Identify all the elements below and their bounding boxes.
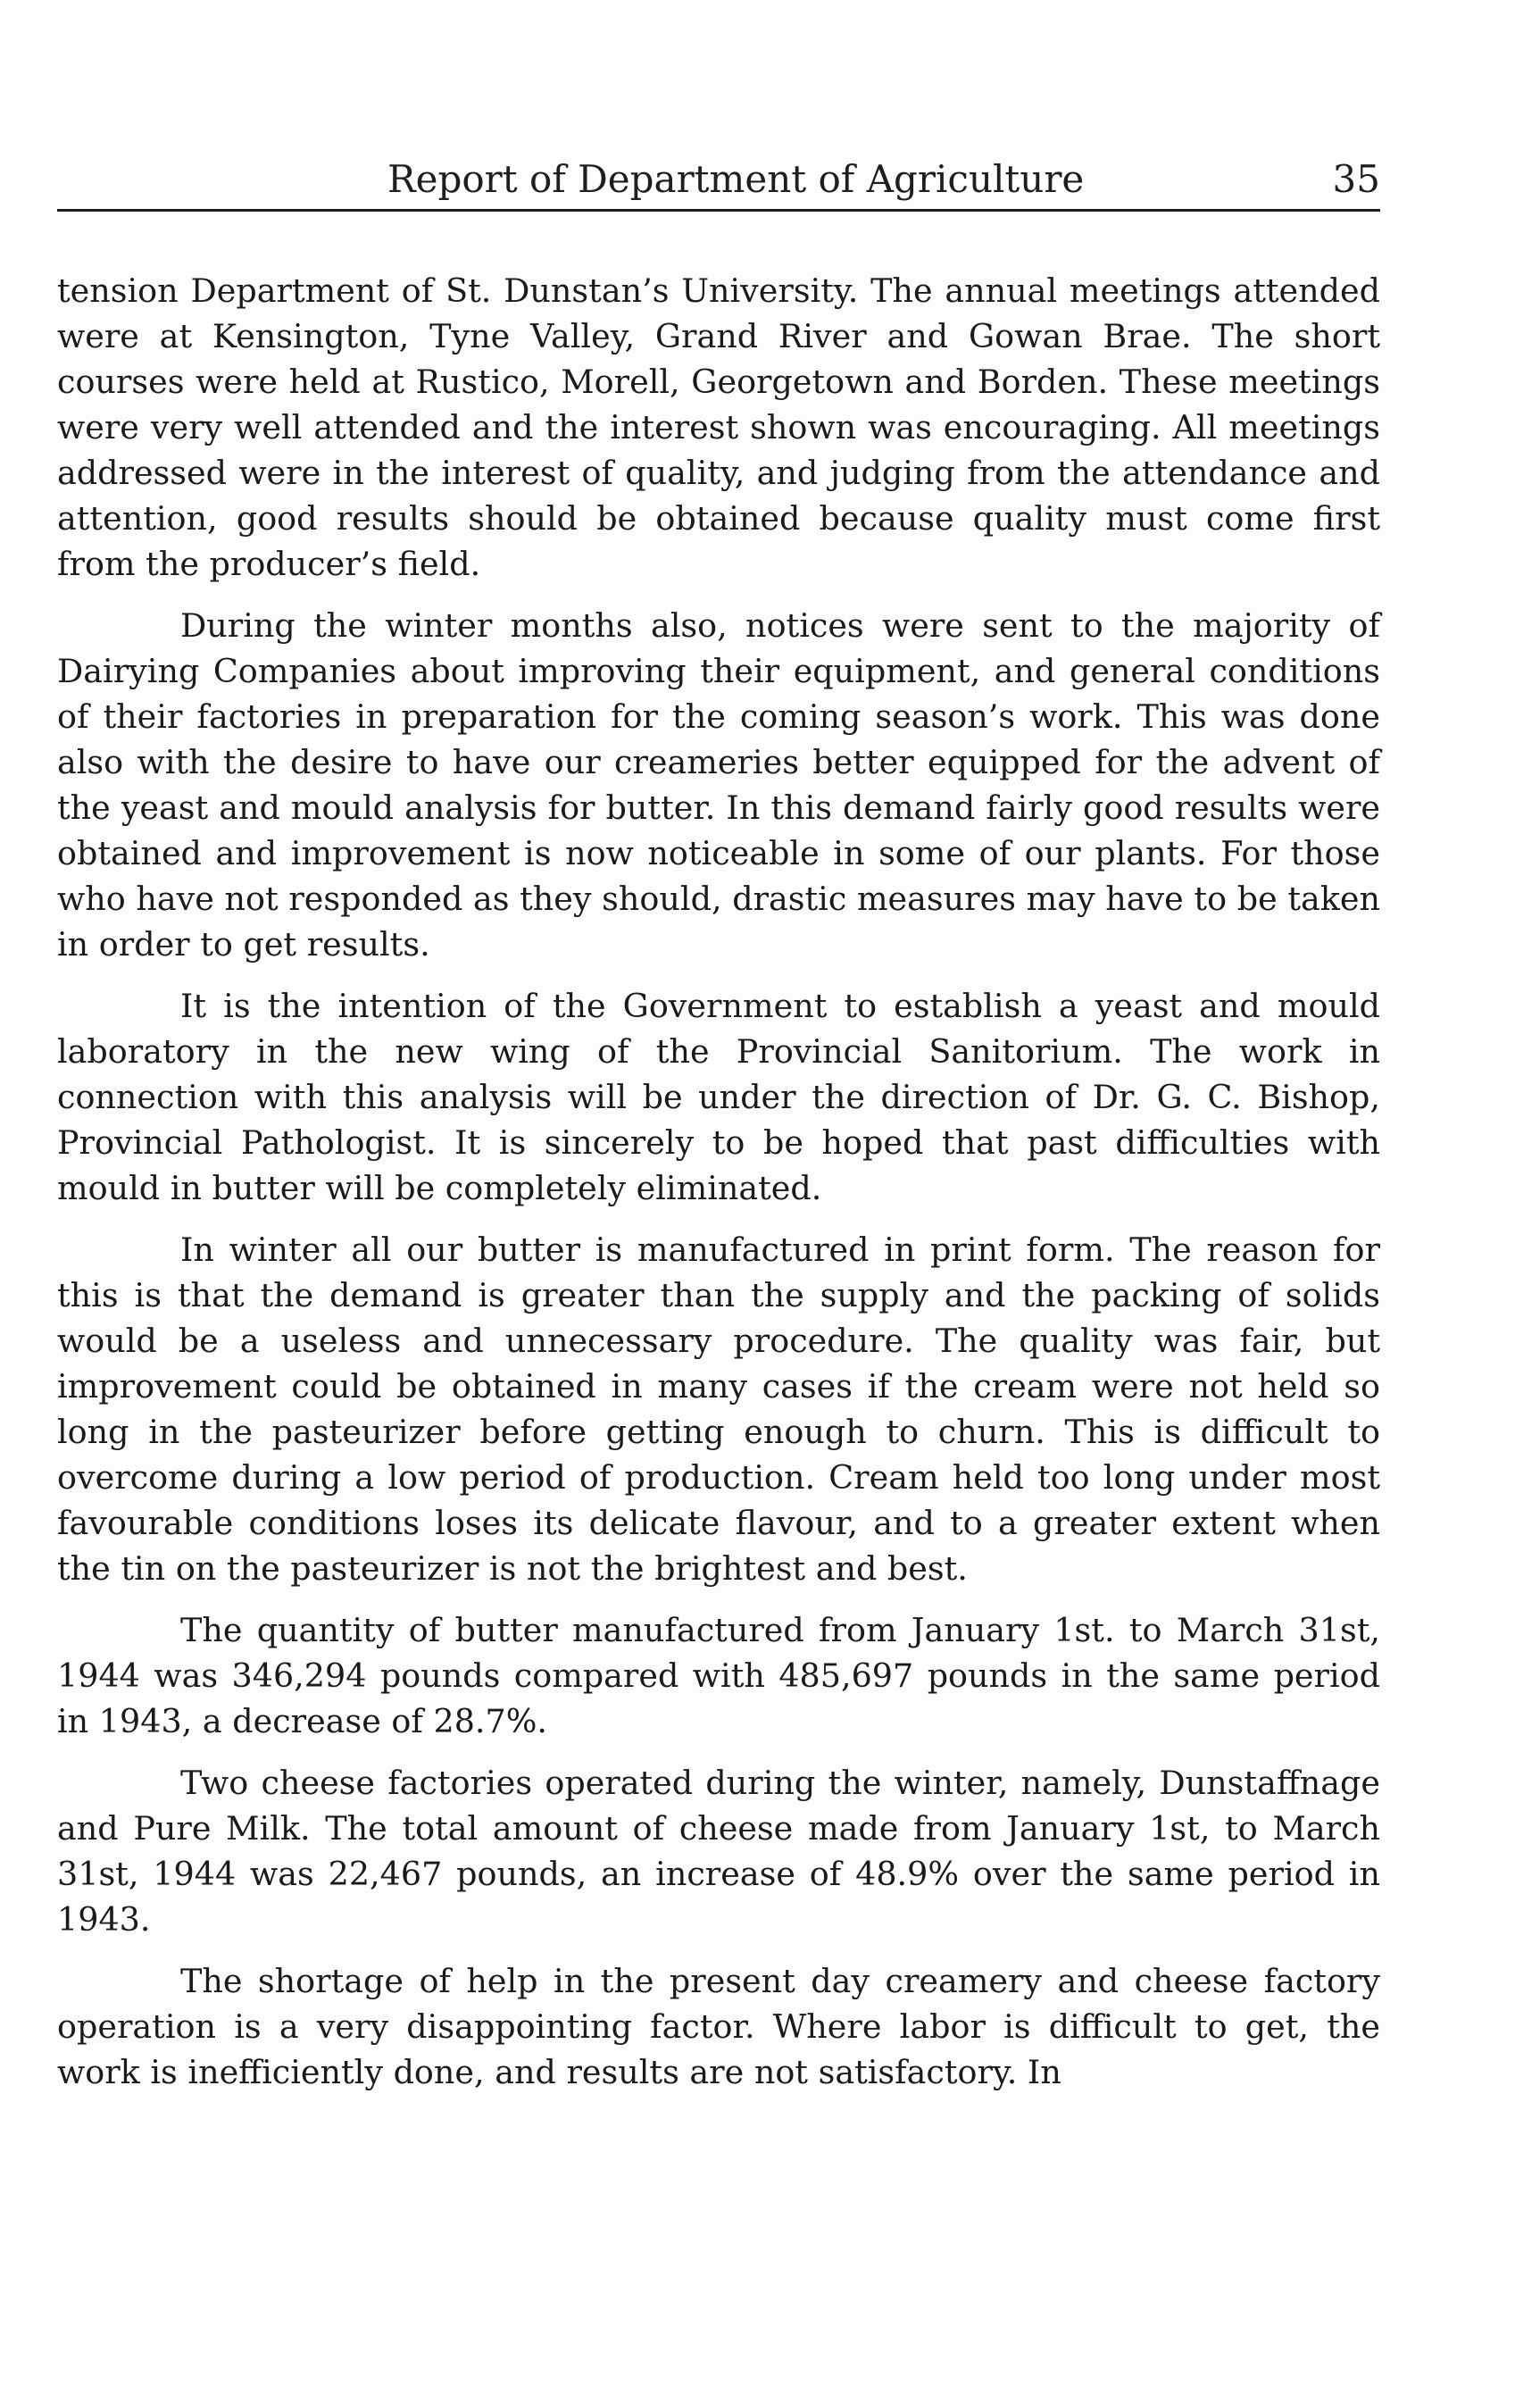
running-header (57, 157, 1380, 212)
paragraph-6: Two cheese factories operated during the winter, namely, Dunstaffnage and Pure Milk. The total amount of cheese made from January 1st, to March 31st, 1944 was 22,467 pounds, an increase of 48.9% over the same period in 1943. (57, 1764, 1380, 1939)
body-text (57, 268, 1380, 2111)
paragraph-5: The quantity of butter manufactured from January 1st. to March 31st, 1944 was 346,294 pounds compared with 485,697 pounds in the same period in 1943, a decrease of 28.7%. (57, 1611, 1380, 1740)
paragraph-1: tension Department of St. Dunstan’s University. The annual meetings attended were at Kensington, Tyne Valley, Grand River and Gowan Brae. The short courses were held at Rustico, Morell, Georgetown and Borden. These meetings were very well attended and the interest shown was encouraging. All meetings addressed were in the interest of quality, and judging from the attendance and attention, good results should be obtained because quality must come first from the producer’s field. (57, 271, 1380, 583)
page-number: 35 (1332, 157, 1380, 201)
paragraph-4: In winter all our butter is manufactured in print form. The reason for this is that the demand is greater than the supply and the packing of solids would be a useless and unnecessary procedure. The quality was fair, but improvement could be obtained in many cases if the cream were not held so long in the pasteurizer before getting enough to churn. This is difficult to overcome during a low period of production. Cream held too long under most favourable conditions loses its delicate flavour, and to a greater extent when the tin on the pasteurizer is not the brightest and best. (57, 1231, 1380, 1588)
paragraph-7: The shortage of help in the present day creamery and cheese factory operation is a very disappointing factor. Where labor is difficult to get, the work is inefficiently done, and results are not satisfactory. In (57, 1962, 1380, 2091)
header-title: Report of Department of Agriculture (387, 157, 1085, 201)
paragraph-2: During the winter months also, notices were sent to the majority of Dairying Companies about improving their equipment, and general conditions of their factories in preparation for the coming season’s work. This was done also with the desire to have our creameries better equipped for the advent of the yeast and mould analysis for butter. In this demand fairly good results were obtained and improvement is now noticeable in some of our plants. For those who have not responded as they should, drastic measures may have to be taken in order to get results. (57, 606, 1380, 964)
paragraph-3: It is the intention of the Government to establish a yeast and mould laboratory in the new wing of the Provincial Sanitorium. The work in connection with this analysis will be under the direction of Dr. G. C. Bishop, Provincial Pathologist. It is sincerely to be hoped that past difficulties with mould in butter will be completely eliminated. (57, 987, 1380, 1207)
